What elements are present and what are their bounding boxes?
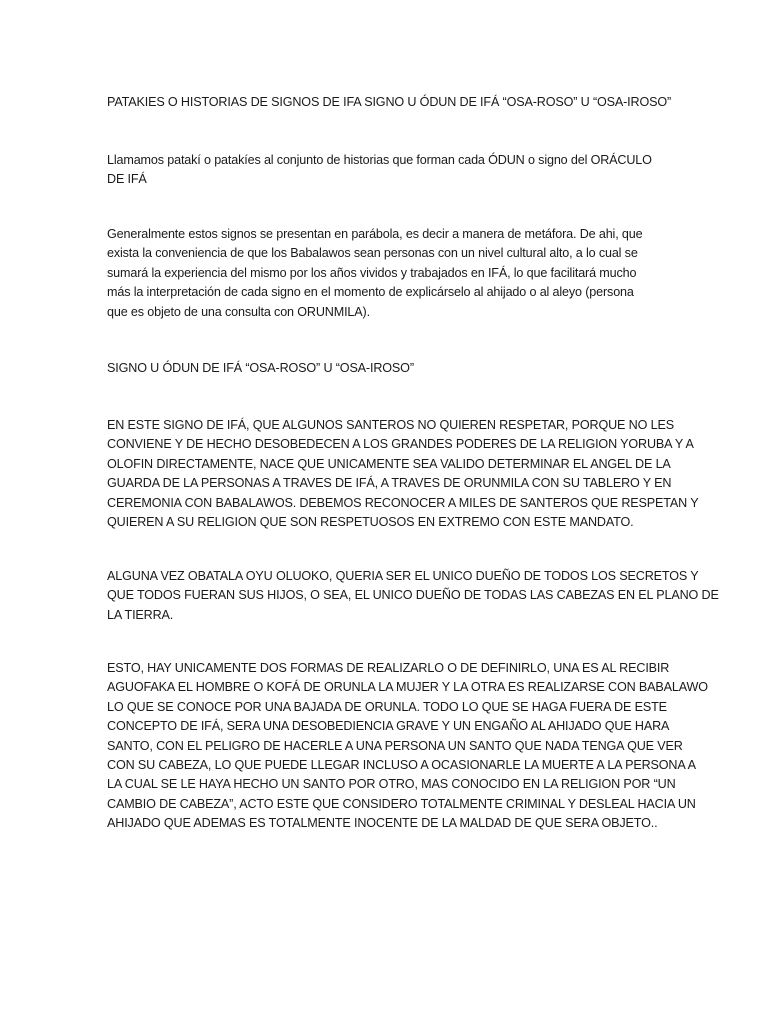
subtitle-line: SIGNO U ÓDUN DE IFÁ “OSA-ROSO” U “OSA-IROSO” (107, 361, 414, 375)
paragraph-line: LO QUE SE CONOCE POR UNA BAJADA DE ORUNLA. TODO LO QUE SE HAGA FUERA DE ESTE (107, 699, 667, 714)
paragraph-line: exista la conveniencia de que los Babalawos sean personas con un nivel cultural alto, a lo cual se (107, 246, 638, 261)
paragraph-line: EN ESTE SIGNO DE IFÁ, QUE ALGUNOS SANTEROS NO QUIEREN RESPETAR, PORQUE NO LES (107, 418, 674, 432)
intro-paragraph (107, 151, 667, 190)
title-line: PATAKIES O HISTORIAS DE SIGNOS DE IFA SIGNO U ÓDUN DE IFÁ “OSA-ROSO” U “OSA-IROSO” (107, 95, 672, 109)
paragraph-line: AHIJADO QUE ADEMAS ES TOTALMENTE INOCENTE DE LA MALDAD DE QUE SERA OBJETO.. (107, 816, 658, 831)
document-title (107, 93, 672, 112)
paragraph-line: CON SU CABEZA, LO QUE PUEDE LLEGAR INCLUSO A OCASIONARLE LA MUERTE A LA PERSONA A (107, 758, 696, 773)
paragraph-line: más la interpretación de cada signo en el momento de explicárselo al ahijado o al aleyo (persona (107, 285, 634, 300)
paragraph-formas (107, 659, 708, 834)
paragraph-line: CEREMONIA CON BABALAWOS. DEBEMOS RECONOCER A MILES DE SANTEROS QUE RESPETAN Y (107, 495, 699, 510)
paragraph-line: LA CUAL SE LE HAYA HECHO UN SANTO POR OTRO, MAS CONOCIDO EN LA RELIGION POR “UN (107, 777, 676, 792)
paragraph-obatala (107, 567, 719, 625)
paragraph-line: LA TIERRA. (107, 607, 174, 622)
paragraph-line: sumará la experiencia del mismo por los años vividos y trabajados en IFÁ, lo que facilitará mucho (107, 265, 637, 280)
paragraph-line: CONVIENE Y DE HECHO DESOBEDECEN A LOS GRANDES PODERES DE LA RELIGION YORUBA Y A (107, 437, 694, 452)
paragraph-line: AGUOFAKA EL HOMBRE O KOFÁ DE ORUNLA LA MUJER Y LA OTRA ES REALIZARSE CON BABALAWO (107, 680, 708, 695)
paragraph-line: QUE TODOS FUERAN SUS HIJOS, O SEA, EL UNICO DUEÑO DE TODAS LAS CABEZAS EN EL PLANO DE (107, 588, 719, 603)
paragraph-line: SANTO, CON EL PELIGRO DE HACERLE A UNA PERSONA UN SANTO QUE NADA TENGA QUE VER (107, 738, 683, 753)
paragraph-line: OLOFIN DIRECTAMENTE, NACE QUE UNICAMENTE SEA VALIDO DETERMINAR EL ANGEL DE LA (107, 456, 671, 471)
paragraph-line: QUIEREN A SU RELIGION QUE SON RESPETUOSOS EN EXTREMO CON ESTE MANDATO. (107, 515, 634, 530)
paragraph-line: CAMBIO DE CABEZA”, ACTO ESTE QUE CONSIDERO TOTALMENTE CRIMINAL Y DESLEAL HACIA UN (107, 796, 696, 811)
paragraph-line: ESTO, HAY UNICAMENTE DOS FORMAS DE REALIZARLO O DE DEFINIRLO, UNA ES AL RECIBIR (107, 661, 670, 675)
paragraph-line: GUARDA DE LA PERSONAS A TRAVES DE IFÁ, A TRAVES DE ORUNMILA CON SU TABLERO Y EN (107, 476, 672, 491)
section-subtitle (107, 359, 667, 378)
paragraph-line: Generalmente estos signos se presentan en parábola, es decir a manera de metáfora. De ahi, que (107, 227, 643, 241)
paragraph-line: Llamamos patakí o patakíes al conjunto de historias que forman cada ÓDUN o signo del ORÁCULO (107, 153, 652, 167)
paragraph-signo (107, 416, 699, 532)
paragraph-line: ALGUNA VEZ OBATALA OYU OLUOKO, QUERIA SER EL UNICO DUEÑO DE TODOS LOS SECRETOS Y (107, 569, 699, 583)
paragraph-line: que es objeto de una consulta con ORUNMILA). (107, 304, 370, 319)
general-paragraph (107, 225, 667, 322)
paragraph-line: DE IFÁ (107, 172, 147, 187)
paragraph-line: CONCEPTO DE IFÁ, SERA UNA DESOBEDIENCIA GRAVE Y UN ENGAÑO AL AHIJADO QUE HARA (107, 719, 670, 734)
